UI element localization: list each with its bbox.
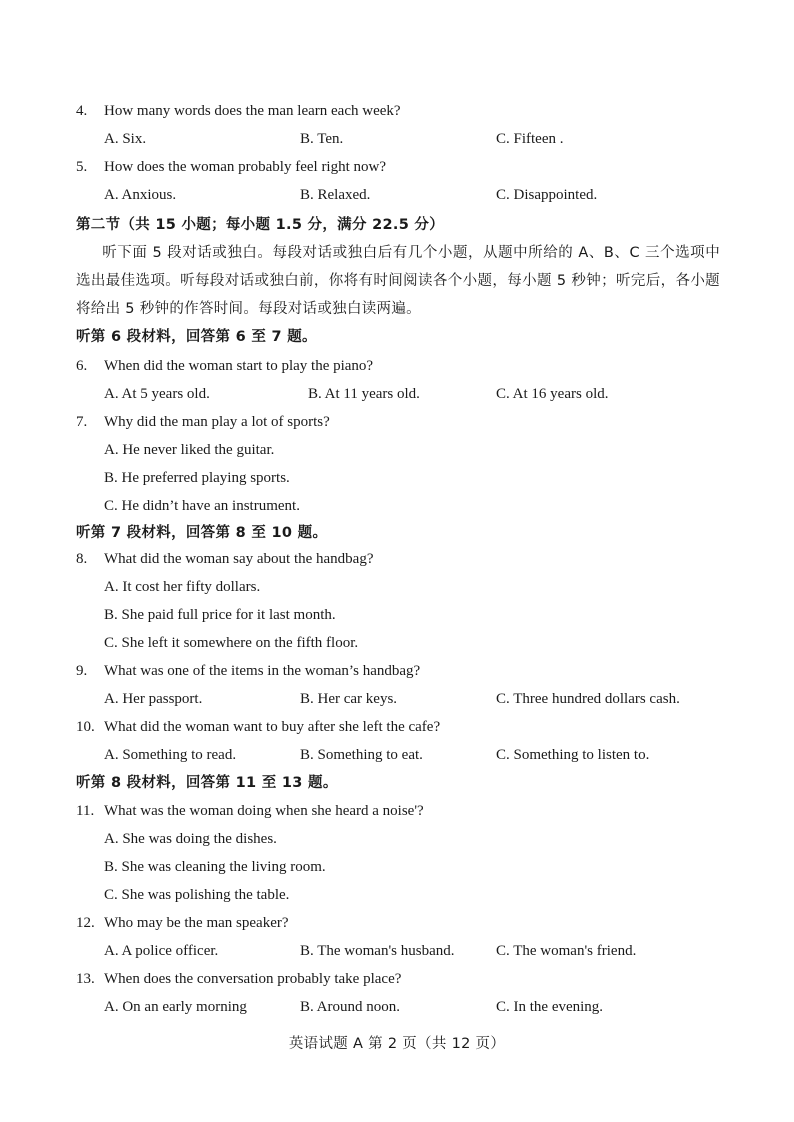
- option-b: B. Something to eat.: [300, 747, 423, 763]
- page-footer: 英语试题 A 第 2 页（共 12 页）: [288, 1036, 506, 1052]
- question-number: 12.: [76, 915, 95, 931]
- option-c: C. The woman's friend.: [496, 943, 637, 959]
- group-heading: 听第 8 段材料，回答第 11 至 13 题。: [76, 775, 338, 791]
- option-b: B. The woman's husband.: [300, 943, 455, 959]
- option-a: A. Anxious.: [104, 187, 177, 203]
- question-text: When did the woman start to play the piano?: [104, 358, 374, 374]
- question-number: 9.: [76, 663, 88, 679]
- question-text: When does the conversation probably take place?: [104, 971, 402, 987]
- question-text: Why did the man play a lot of sports?: [104, 414, 330, 430]
- option-b: B. Ten.: [300, 131, 344, 147]
- option-c: C. In the evening.: [496, 999, 604, 1015]
- question-number: 8.: [76, 551, 88, 567]
- option-a: A. On an early morning: [104, 999, 247, 1015]
- question-number: 11.: [76, 803, 95, 819]
- question-text: What did the woman say about the handbag?: [104, 551, 374, 567]
- question-text: What did the woman want to buy after she left the cafe?: [104, 719, 441, 735]
- option-c: C. Fifteen .: [496, 131, 564, 147]
- question-number: 10.: [76, 719, 95, 735]
- group-heading: 听第 7 段材料，回答第 8 至 10 题。: [76, 525, 328, 541]
- option-c: C. Disappointed.: [496, 187, 598, 203]
- question-number: 7.: [76, 414, 88, 430]
- option-c: C. She was polishing the table.: [104, 887, 290, 903]
- option-c: C. She left it somewhere on the fifth floor.: [104, 635, 359, 651]
- question-number: 6.: [76, 358, 88, 374]
- option-b: B. At 11 years old.: [308, 386, 420, 402]
- option-c: C. Something to listen to.: [496, 747, 650, 763]
- question-text: Who may be the man speaker?: [104, 915, 289, 931]
- option-c: C. At 16 years old.: [496, 386, 609, 402]
- option-a: A. He never liked the guitar.: [104, 442, 275, 458]
- option-b: B. He preferred playing sports.: [104, 470, 290, 486]
- section-instructions: [76, 239, 720, 323]
- group-heading: 听第 6 段材料，回答第 6 至 7 题。: [76, 329, 317, 345]
- option-c: C. He didn’t have an instrument.: [104, 498, 300, 514]
- option-a: A. It cost her fifty dollars.: [104, 579, 261, 595]
- question-text: What was one of the items in the woman’s handbag?: [104, 663, 421, 679]
- question-number: 5.: [76, 159, 88, 175]
- option-b: B. She was cleaning the living room.: [104, 859, 326, 875]
- option-a: A. Six.: [104, 131, 147, 147]
- question-number: 4.: [76, 103, 88, 119]
- option-a: A. At 5 years old.: [104, 386, 210, 402]
- option-a: A. Something to read.: [104, 747, 237, 763]
- option-b: B. She paid full price for it last month.: [104, 607, 336, 623]
- option-a: A. A police officer.: [104, 943, 219, 959]
- option-b: B. Relaxed.: [300, 187, 371, 203]
- section-heading: 第二节（共 15 小题；每小题 1.5 分，满分 22.5 分）: [76, 217, 445, 233]
- option-a: A. Her passport.: [104, 691, 203, 707]
- option-a: A. She was doing the dishes.: [104, 831, 277, 847]
- question-text: How many words does the man learn each week?: [104, 103, 401, 119]
- question-text: What was the woman doing when she heard a noise'?: [104, 803, 424, 819]
- question-text: How does the woman probably feel right now?: [104, 159, 387, 175]
- option-b: B. Her car keys.: [300, 691, 398, 707]
- instructions-text: 听下面 5 段对话或独白。每段对话或独白后有几个小题，从题中所给的 A、B、C 三个选项中选出最佳选项。听每段对话或独白前，你将有时间阅读各个小题，每小题 5 秒钟；听完后，各小题将给出 5 秒钟的作答时间。每段对话或独白读两遍。: [76, 245, 720, 317]
- option-c: C. Three hundred dollars cash.: [496, 691, 680, 707]
- option-b: B. Around noon.: [300, 999, 401, 1015]
- question-number: 13.: [76, 971, 95, 987]
